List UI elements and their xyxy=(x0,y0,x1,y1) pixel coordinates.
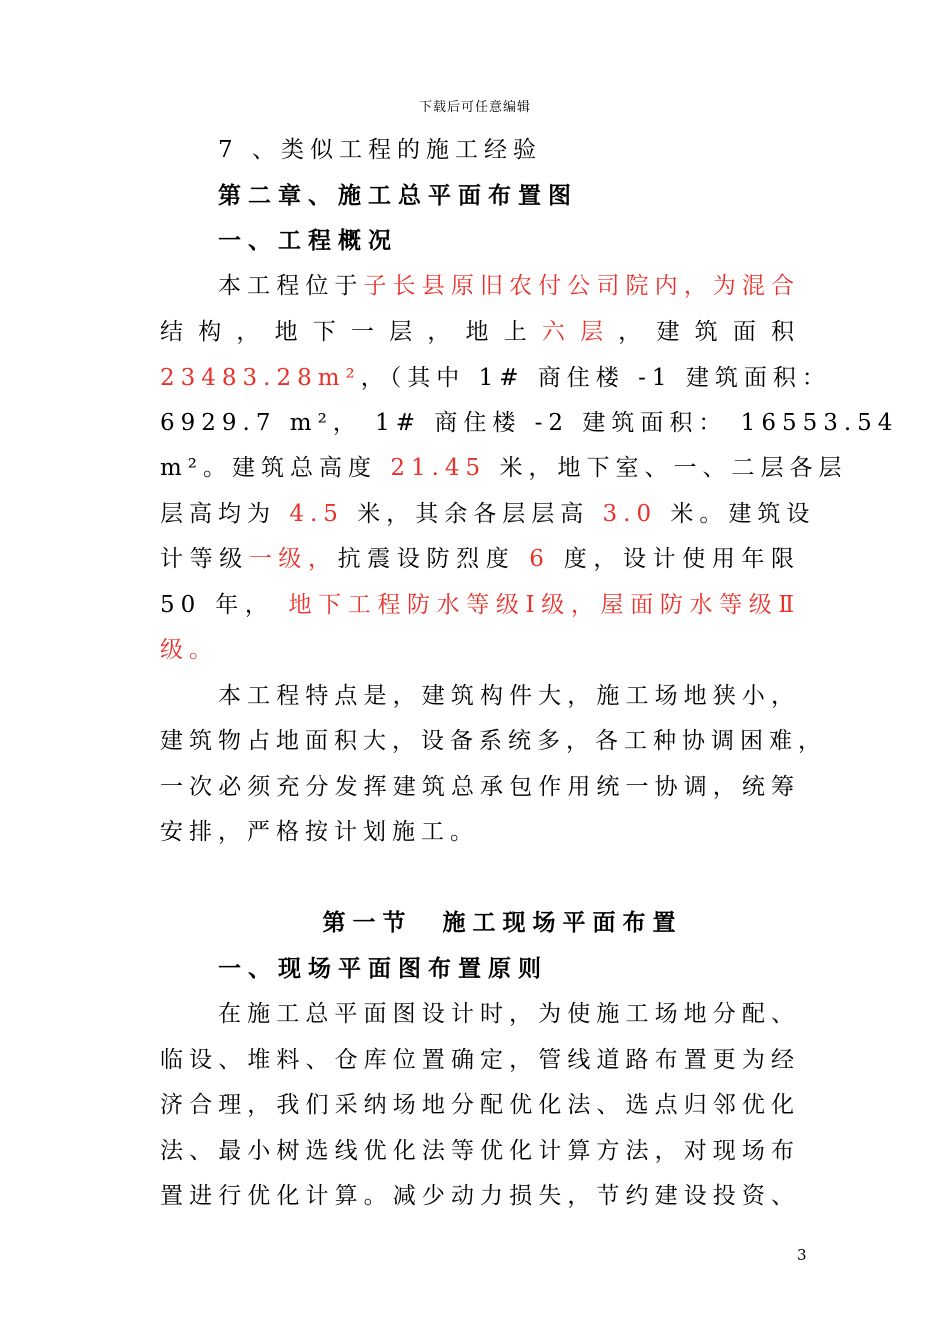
paragraph-line: 在施工总平面图设计时，为使施工场地分配、 xyxy=(218,1001,800,1027)
paragraph-line: 置进行优化计算。减少动力损失，节约建设投资、 xyxy=(160,1183,800,1209)
text-run: 度，设计使用年限 xyxy=(563,546,801,572)
text-run: ，（其中 1# 商住楼 -1 建筑面积： xyxy=(360,365,831,391)
paragraph-line xyxy=(160,591,800,619)
paragraph-line: 6929.7 m²， 1# 商住楼 -2 建筑面积： 16553.54 xyxy=(160,410,899,436)
paragraph-line xyxy=(160,364,831,392)
highlight-height: 21.45 xyxy=(390,455,487,481)
text-run: ，建筑面积 xyxy=(618,319,800,345)
paragraph-line: 临设、堆料、仓库位置确定，管线道路布置更为经 xyxy=(160,1047,800,1073)
highlight-area: 23483.28m² xyxy=(160,365,361,391)
text-run: 抗震设防烈度 xyxy=(337,546,516,572)
paragraph-line: 一次必须充分发挥建筑总承包作用统一协调，统筹 xyxy=(160,774,800,800)
paragraph-line: 建筑物占地面积大，设备系统多，各工种协调困难， xyxy=(160,728,827,754)
highlight-waterproof: 地下工程防水等级Ⅰ级，屋面防水等级Ⅱ xyxy=(288,592,801,618)
paragraph-line xyxy=(218,272,800,300)
page-header: 下载后可任意编辑 xyxy=(418,100,531,115)
paragraph-line: 法、最小树选线优化法等优化计算方法，对现场布 xyxy=(160,1138,800,1164)
text-run: m²。建筑总高度 xyxy=(160,455,378,481)
highlight-floor-height: 4.5 xyxy=(289,501,344,527)
highlight-floors: 六层 xyxy=(541,319,619,345)
text-run: 结构，地下一层，地上 xyxy=(160,319,542,345)
text-run: 米。建筑设 xyxy=(670,501,816,527)
paragraph-line: 本工程特点是，建筑构件大，施工场地狭小， xyxy=(218,683,800,709)
list-item-7: 7 、类似工程的施工经验 xyxy=(218,137,542,163)
chapter-title: 第二章、施工总平面布置图 xyxy=(218,182,578,209)
text-run: 米，其余各层层高 xyxy=(357,501,590,527)
text-run: 计等级 xyxy=(160,546,249,572)
highlight-other-height: 3.0 xyxy=(602,501,658,527)
text-run: 层高均为 xyxy=(160,501,276,527)
paragraph-line xyxy=(160,545,800,573)
text-run: 米，地下室、一、二层各层 xyxy=(499,455,848,481)
section-title: 第一节 施工现场平面布置 xyxy=(322,909,683,936)
paragraph-line: 安排，严格按计划施工。 xyxy=(160,819,479,845)
text-run: 50 年， xyxy=(160,592,275,618)
highlight-location: 子长县原旧农付公司院内，为混合 xyxy=(363,273,801,299)
paragraph-line: 济合理，我们采纳场地分配优化法、选点归邻优化 xyxy=(160,1092,800,1118)
paragraph-line: 级。 xyxy=(160,637,218,663)
section-heading-overview: 一、工程概况 xyxy=(218,227,398,254)
text-run: 本工程位于 xyxy=(218,273,364,299)
paragraph-line xyxy=(160,500,816,528)
paragraph-line xyxy=(160,318,800,346)
highlight-seismic: 6 xyxy=(529,546,550,572)
page-number: 3 xyxy=(797,1246,807,1264)
highlight-grade: 一级， xyxy=(248,546,338,572)
paragraph-line xyxy=(160,454,848,482)
subsection-heading: 一、现场平面图布置原则 xyxy=(218,955,548,982)
